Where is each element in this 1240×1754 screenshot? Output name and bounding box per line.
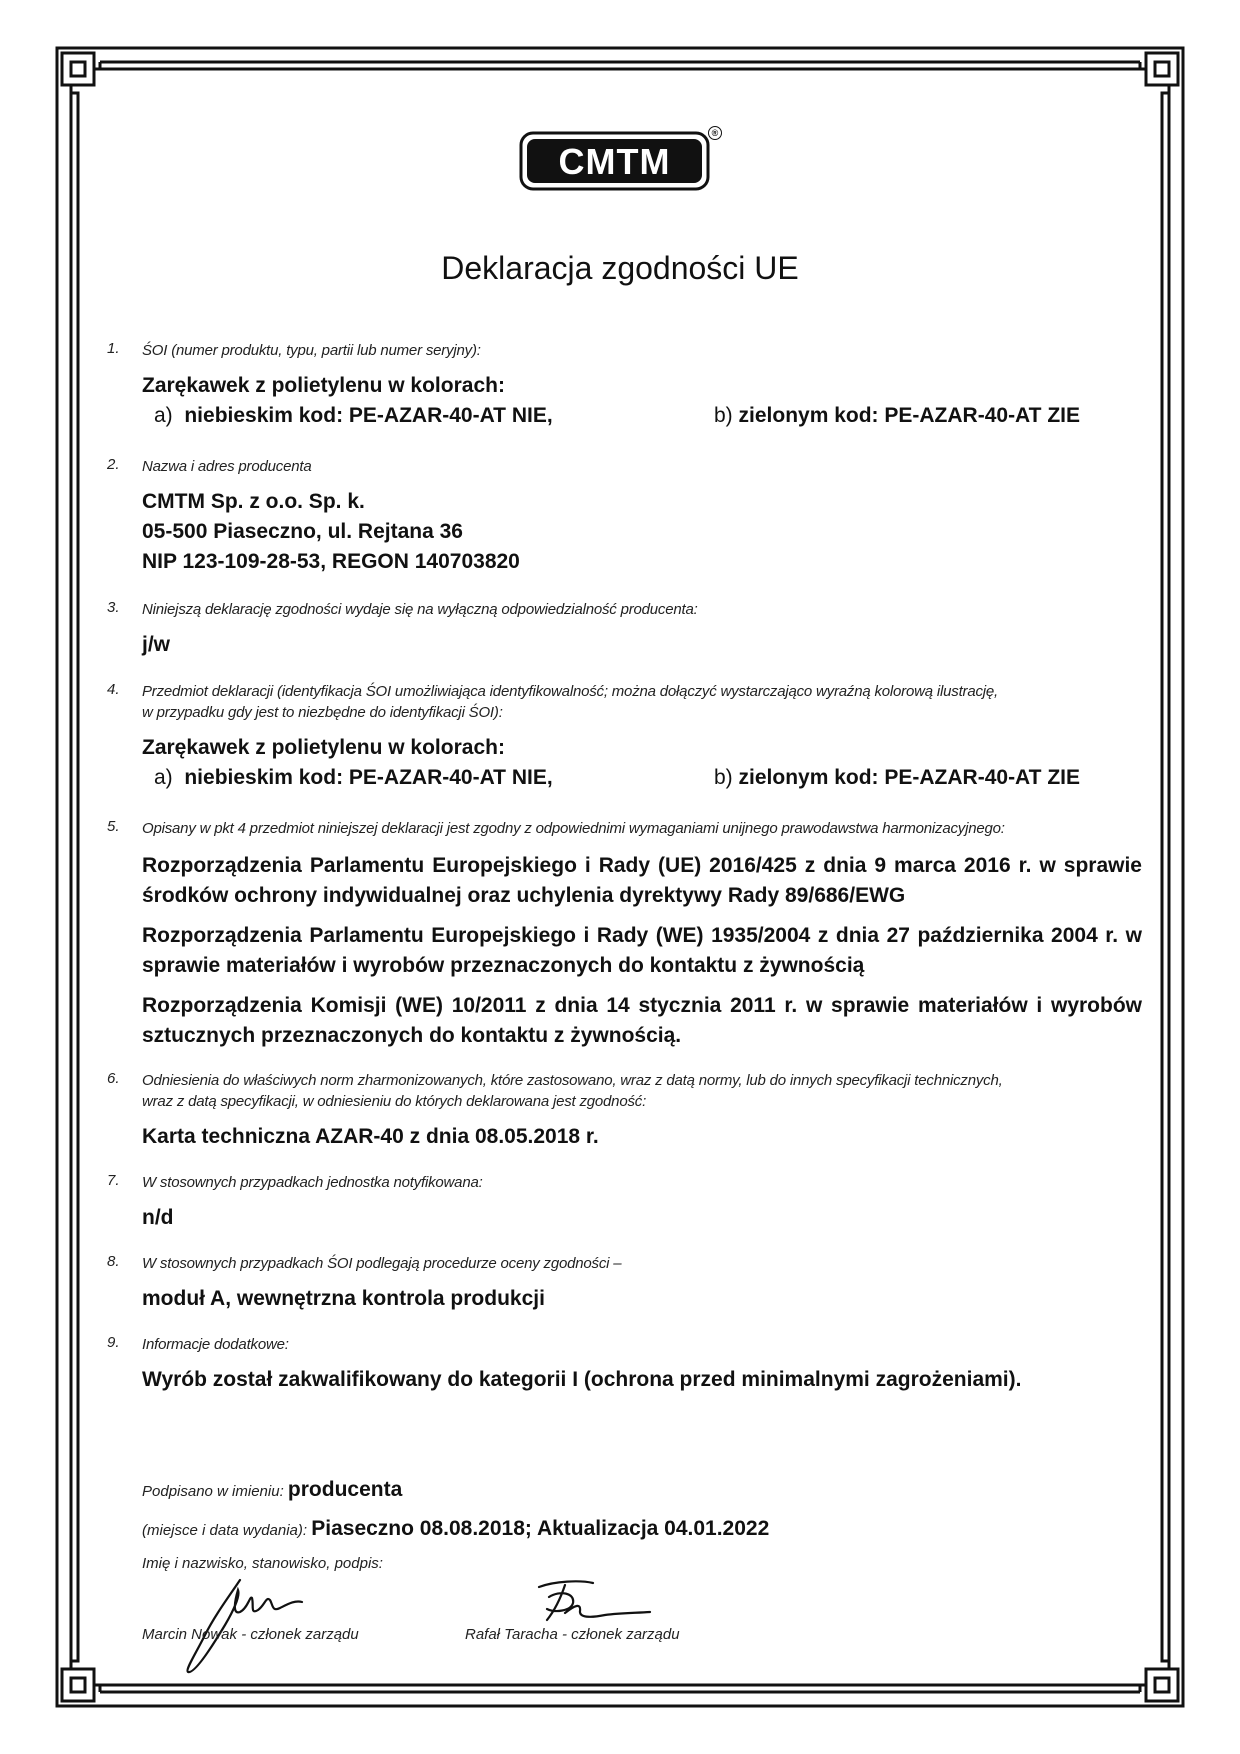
section-4 bbox=[107, 681, 1137, 797]
name-label: Imię i nazwisko, stanowisko, podpis: bbox=[142, 1555, 383, 1572]
product-heading: Zarękawek z polietylenu w kolorach: bbox=[142, 374, 505, 397]
section-9 bbox=[107, 1334, 1137, 1395]
section-8 bbox=[107, 1253, 1137, 1314]
section-label: Informacje dodatkowe: bbox=[142, 1336, 289, 1353]
signed-value: producenta bbox=[287, 1478, 403, 1501]
section-label: Niniejszą deklarację zgodności wydaje się na wyłączną odpowiedzialność producenta: bbox=[142, 601, 698, 618]
section-7 bbox=[107, 1172, 1137, 1233]
section-2 bbox=[107, 456, 1137, 577]
section-value: j/w bbox=[142, 633, 171, 656]
section-number: 8. bbox=[107, 1253, 120, 1270]
place-label: (miejsce i data wydania): bbox=[142, 1522, 308, 1539]
section-label: W stosownych przypadkach ŚOI podlegają procedurze oceny zgodności – bbox=[142, 1255, 622, 1272]
place-value: Piaseczno 08.08.2018; Aktualizacja 04.01.2022 bbox=[311, 1517, 770, 1540]
signer-1: Marcin Nowak - członek zarządu bbox=[142, 1626, 359, 1643]
section-value: moduł A, wewnętrzna kontrola produkcji bbox=[142, 1287, 545, 1310]
regulation-1: Rozporządzenia Parlamentu Europejskiego i Rady (UE) 2016/425 z dnia 9 marca 2016 r. w sprawie środków ochrony indywidualnej oraz uchylenia dyrektywy Rady 89/686/EWG bbox=[142, 854, 1142, 907]
section-label-line2: w przypadku gdy jest to niezbędne do identyfikacji ŚOI): bbox=[142, 704, 503, 721]
signer-2: Rafał Taracha - członek zarządu bbox=[465, 1626, 680, 1643]
section-label: W stosownych przypadkach jednostka notyfikowana: bbox=[142, 1174, 483, 1191]
section-6 bbox=[107, 1070, 1137, 1152]
producer-address: 05-500 Piaseczno, ul. Rejtana 36 bbox=[142, 520, 463, 543]
signed-label: Podpisano w imieniu: bbox=[142, 1483, 284, 1500]
section-label: ŚOI (numer produktu, typu, partii lub numer seryjny): bbox=[142, 342, 481, 359]
section-label: Nazwa i adres producenta bbox=[142, 458, 312, 475]
section-number: 6. bbox=[107, 1070, 120, 1087]
product-heading: Zarękawek z polietylenu w kolorach: bbox=[142, 736, 505, 759]
signed-on-behalf bbox=[142, 1478, 402, 1502]
variant-b: b) zielonym kod: PE-AZAR-40-AT ZIE bbox=[714, 404, 1080, 427]
signature-1 bbox=[180, 1570, 310, 1680]
producer-ids: NIP 123-109-28-53, REGON 140703820 bbox=[142, 550, 520, 573]
section-label: Opisany w pkt 4 przedmiot niniejszej deklaracji jest zgodny z odpowiednimi wymaganiami unijnego prawodawstwa harmonizacyjnego: bbox=[142, 820, 1005, 837]
section-value: Wyrób został zakwalifikowany do kategorii I (ochrona przed minimalnymi zagrożeniami). bbox=[142, 1368, 1022, 1391]
producer-name: CMTM Sp. z o.o. Sp. k. bbox=[142, 490, 365, 513]
section-3 bbox=[107, 599, 1137, 660]
section-number: 9. bbox=[107, 1334, 120, 1351]
variant-a: a) niebieskim kod: PE-AZAR-40-AT NIE, bbox=[154, 766, 553, 789]
section-number: 3. bbox=[107, 599, 120, 616]
place-and-date bbox=[142, 1517, 769, 1541]
section-number: 1. bbox=[107, 340, 120, 357]
section-value: n/d bbox=[142, 1206, 174, 1229]
section-label-line1: Przedmiot deklaracji (identyfikacja ŚOI umożliwiająca identyfikowalność; można dołączyć wystarczająco wyraźną kolorową ilustrację, bbox=[142, 683, 999, 700]
variant-b: b) zielonym kod: PE-AZAR-40-AT ZIE bbox=[714, 766, 1080, 789]
section-label-line1: Odniesienia do właściwych norm zharmonizowanych, które zastosowano, wraz z datą normy, lub do innych specyfikacji technicznych, bbox=[142, 1072, 1003, 1089]
product-variants bbox=[142, 401, 1137, 435]
logo-text: CMTM bbox=[558, 141, 671, 182]
registered-mark: ® bbox=[708, 126, 722, 140]
regulation-3: Rozporządzenia Komisji (WE) 10/2011 z dnia 14 stycznia 2011 r. w sprawie materiałów i wyrobów sztucznych przeznaczonych do kontaktu z żywnością. bbox=[142, 994, 1142, 1047]
section-number: 7. bbox=[107, 1172, 120, 1189]
section-number: 2. bbox=[107, 456, 120, 473]
section-number: 4. bbox=[107, 681, 120, 698]
page-title: Deklaracja zgodności UE bbox=[441, 250, 799, 286]
section-5 bbox=[107, 818, 1142, 1051]
section-value: Karta techniczna AZAR-40 z dnia 08.05.2018 r. bbox=[142, 1125, 599, 1148]
variant-a: a) niebieskim kod: PE-AZAR-40-AT NIE, bbox=[154, 404, 553, 427]
section-number: 5. bbox=[107, 818, 120, 835]
section-label-line2: wraz z datą specyfikacji, w odniesieniu do których deklarowana jest zgodność: bbox=[142, 1093, 647, 1110]
section-1 bbox=[107, 340, 1137, 435]
regulation-2: Rozporządzenia Parlamentu Europejskiego i Rady (WE) 1935/2004 z dnia 27 października 2004 r. w sprawie materiałów i wyrobów przeznaczonych do kontaktu z żywnością bbox=[142, 924, 1142, 977]
product-variants bbox=[142, 763, 1137, 797]
cmtm-logo bbox=[519, 131, 710, 191]
